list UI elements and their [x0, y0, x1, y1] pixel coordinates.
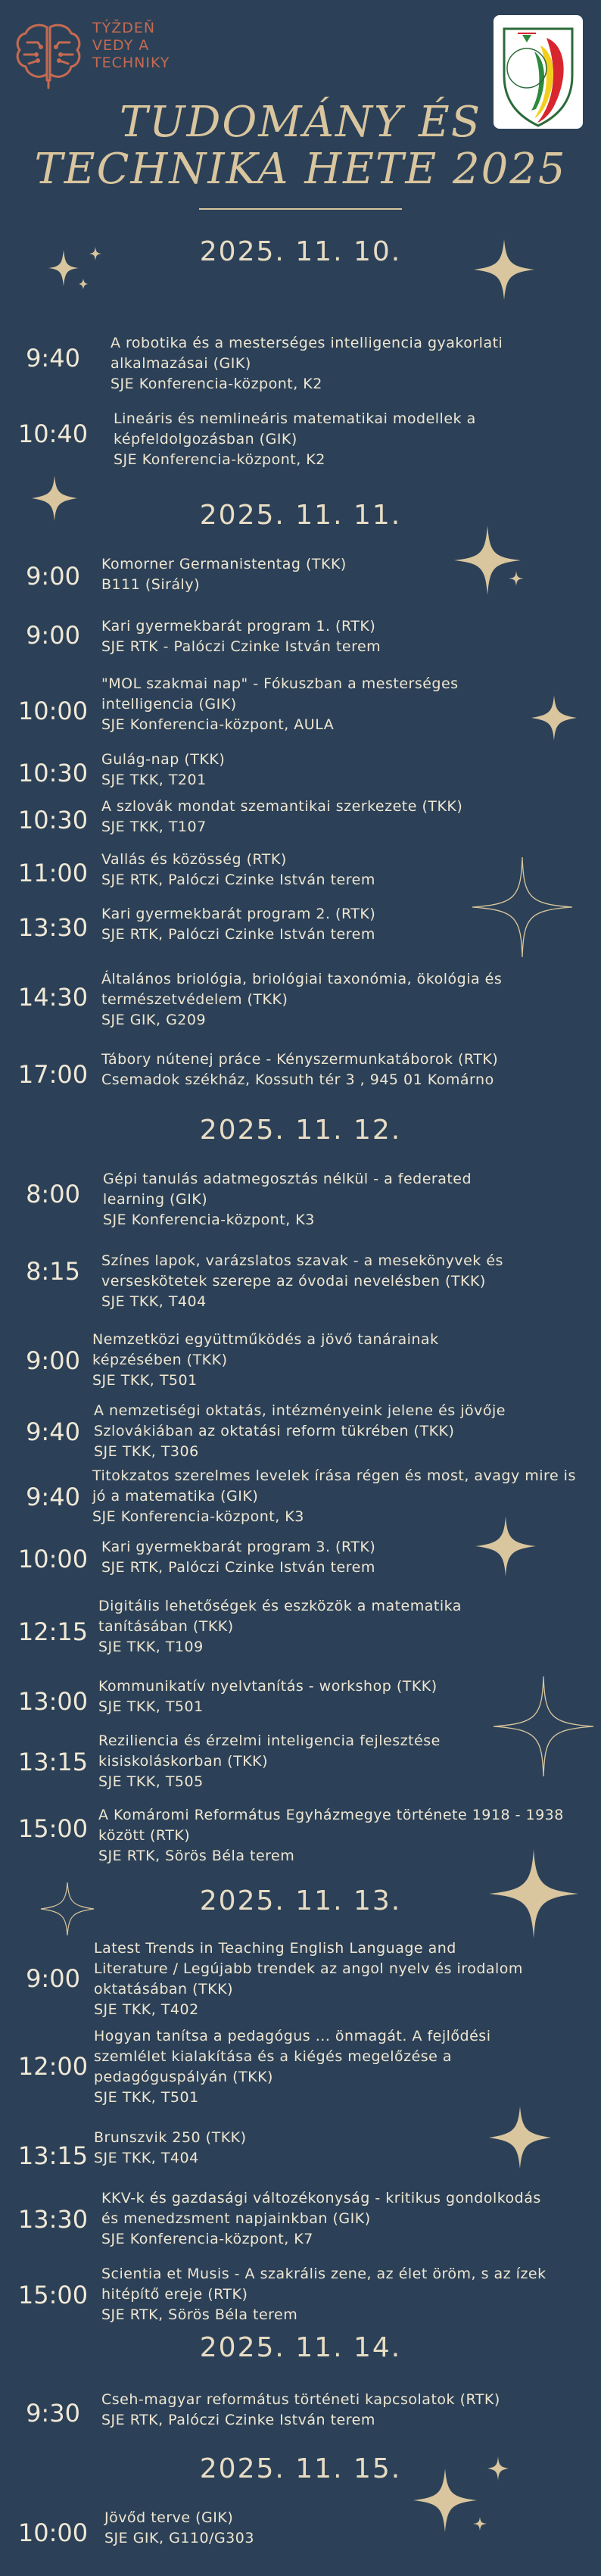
sparkle-star-icon — [471, 236, 537, 303]
event-title: Kari gyermekbarát program 1. (RTK) — [101, 618, 376, 635]
event-title: Általános briológia, briológiai taxonómia, ökológia és természetvédelem (TKK) — [101, 971, 503, 1008]
event-time: 13:15 — [17, 2141, 89, 2170]
brand-line-1: TÝŽDEŇ — [92, 20, 156, 36]
event-title: Gépi tanulás adatmegosztás nélkül - a federated learning (GIK) — [103, 1171, 472, 1208]
event-location: SJE TKK, T402 — [94, 2001, 199, 2018]
event-time: 9:40 — [26, 344, 80, 373]
event-time: 9:00 — [26, 621, 80, 650]
event-location: SJE Konferencia-központ, K3 — [92, 1508, 304, 1525]
event-time: 9:00 — [26, 1964, 80, 1993]
event-time: 13:30 — [17, 913, 89, 942]
event-title: Komorner Germanistentag (TKK) — [101, 556, 347, 572]
sparkle-star-icon — [474, 1514, 537, 1578]
event-location: SJE TKK, T404 — [101, 1293, 207, 1310]
sparkle-star-icon — [39, 1881, 95, 1937]
event-title: Cseh-magyar református történeti kapcsolatok (RTK) — [101, 2391, 500, 2408]
event-time: 10:30 — [17, 759, 89, 787]
event-location: SJE RTK - Palóczi Czinke István terem — [101, 638, 381, 655]
event-location: SJE TKK, T501 — [92, 1372, 198, 1389]
event-time: 10:00 — [17, 1545, 89, 1573]
event-location: SJE TKK, T306 — [94, 1443, 199, 1460]
event-title: Nemzetközi együttműködés a jövő tanárainak képzésében (TKK) — [92, 1331, 439, 1368]
event-location: SJE TKK, T107 — [101, 819, 207, 835]
event-time: 11:00 — [17, 859, 89, 887]
event-time: 12:00 — [17, 2052, 89, 2081]
event-time: 13:15 — [17, 1748, 89, 1776]
event-title: Kari gyermekbarát program 3. (RTK) — [101, 1539, 376, 1555]
sparkle-star-icon — [530, 694, 578, 742]
event-time: 15:00 — [17, 2281, 89, 2309]
brain-circuit-icon — [11, 17, 86, 92]
event-title: Titokzatos szerelmes levelek írása régen és most, avagy mire is jó a matematika (GIK) — [92, 1467, 576, 1505]
day-heading: 2025. 11. 11. — [199, 500, 402, 531]
event-location: Csemadok székház, Kossuth tér 3 , 945 01 Komárno — [101, 1071, 494, 1088]
event-time: 10:40 — [17, 419, 89, 448]
day-heading: 2025. 11. 10. — [199, 236, 402, 267]
event-location: SJE GIK, G110/G303 — [104, 2530, 254, 2546]
event-location: SJE TKK, T501 — [94, 2089, 199, 2106]
event-location: B111 (Sirály) — [101, 576, 200, 593]
event-title: A nemzetiségi oktatás, intézményeink jelene és jövője Szlovákiában az oktatási reform tükrében (TKK) — [94, 1402, 506, 1439]
event-location: SJE Konferencia-központ, K3 — [103, 1212, 315, 1228]
event-location: SJE RTK, Sörös Béla terem — [101, 2306, 298, 2323]
event-location: SJE TKK, T109 — [98, 1639, 204, 1655]
event-location: SJE TKK, T501 — [98, 1698, 204, 1715]
brand-line-3: TECHNIKY — [92, 55, 170, 71]
event-title: "MOL szakmai nap" - Fókuszban a mesterséges intelligencia (GIK) — [101, 675, 459, 713]
event-time: 10:00 — [17, 2518, 89, 2547]
event-time: 14:30 — [17, 983, 89, 1012]
day-heading: 2025. 11. 12. — [199, 1115, 402, 1146]
event-time: 17:00 — [17, 1060, 89, 1089]
sparkle-star-icon — [30, 474, 79, 522]
sparkle-star-icon — [41, 242, 109, 295]
event-title: Lineáris és nemlineáris matematikai modellek a képfeldolgozásban (GIK) — [114, 410, 476, 448]
event-title: KKV-k és gazdasági változékonyság - kritikus gondolkodás és menedzsment napjainkban (GIK) — [101, 2190, 541, 2227]
event-location: SJE TKK, T404 — [94, 2150, 199, 2166]
event-time: 13:30 — [17, 2205, 89, 2234]
event-time: 9:30 — [26, 2399, 80, 2428]
event-title: Brunszvik 250 (TKK) — [94, 2129, 247, 2146]
sparkle-star-icon — [471, 856, 574, 959]
event-location: SJE RTK, Sörös Béla terem — [98, 1848, 295, 1864]
event-time: 10:30 — [17, 806, 89, 834]
event-location: SJE GIK, G209 — [101, 1012, 207, 1028]
event-location: SJE TKK, T201 — [101, 772, 207, 788]
event-time: 15:00 — [17, 1814, 89, 1843]
event-time: 9:40 — [26, 1483, 80, 1511]
event-time: 8:15 — [26, 1257, 80, 1286]
event-location: SJE RTK, Palóczi Czinke István terem — [101, 926, 375, 943]
event-title: A szlovák mondat szemantikai szerkezete (TKK) — [101, 798, 463, 815]
event-location: SJE Konferencia-központ, K7 — [101, 2231, 313, 2247]
day-heading: 2025. 11. 13. — [199, 1885, 402, 1916]
event-time: 9:00 — [26, 562, 80, 591]
event-title: Digitális lehetőségek és eszközök a matematika tanításában (TKK) — [98, 1598, 462, 1635]
event-title: Jövőd terve (GIK) — [104, 2509, 234, 2526]
sparkle-star-icon — [492, 1675, 595, 1778]
event-time: 10:00 — [17, 697, 89, 725]
event-title: Vallás és közösség (RTK) — [101, 851, 287, 868]
event-location: SJE RTK, Palóczi Czinke István terem — [101, 2412, 375, 2428]
day-heading: 2025. 11. 14. — [199, 2332, 402, 2363]
event-time: 12:15 — [17, 1617, 89, 1646]
event-title: Reziliencia és érzelmi inteligencia fejlesztése kisiskoláskorban (TKK) — [98, 1732, 441, 1770]
title-divider — [199, 208, 402, 210]
sparkle-star-icon — [487, 1848, 580, 1940]
sparkle-star-icon — [409, 2453, 522, 2544]
event-time: 13:00 — [17, 1687, 89, 1716]
page-title-line-1: TUDOMÁNY ÉS — [119, 98, 482, 147]
event-location: SJE Konferencia-központ, K2 — [114, 451, 325, 468]
sparkle-star-icon — [486, 2104, 554, 2172]
event-title: Scientia et Musis - A szakrális zene, az élet öröm, s az ízek hitépítő ereje (RTK) — [101, 2266, 547, 2303]
event-title: A robotika és a mesterséges intelligencia gyakorlati alkalmazásai (GIK) — [111, 335, 503, 372]
event-location: SJE RTK, Palóczi Czinke István terem — [101, 872, 375, 888]
event-title: Latest Trends in Teaching English Language and Literature / Legújabb trendek az angol nyelv és irodalom oktatásában (TKK) — [94, 1940, 523, 1997]
event-time: 9:00 — [26, 1346, 80, 1375]
event-location: SJE Konferencia-központ, K2 — [111, 376, 322, 392]
event-time: 8:00 — [26, 1180, 80, 1208]
sparkle-star-icon — [451, 522, 534, 606]
event-title: Hogyan tanítsa a pedagógus ... önmagát. A fejlődési szemlélet kialakítása és a kiégés megelőzése a pedagóguspályán (TKK) — [94, 2028, 491, 2085]
event-location: SJE TKK, T505 — [98, 1773, 204, 1790]
day-heading: 2025. 11. 15. — [199, 2453, 402, 2484]
event-title: Tábory nútenej práce - Kényszermunkatáborok (RTK) — [101, 1051, 499, 1068]
header — [0, 0, 601, 194]
event-title: Gulág-nap (TKK) — [101, 751, 226, 768]
event-location: SJE RTK, Palóczi Czinke István terem — [101, 1559, 375, 1576]
brand-line-2: VEDY A — [92, 37, 150, 54]
event-title: Színes lapok, varázslatos szavak - a mesekönyvek és verseskötetek szerepe az óvodai nevelésben (TKK) — [101, 1252, 503, 1290]
page-title-line-2: TECHNIKA HETE 2025 — [34, 145, 567, 194]
brand-wordmark — [92, 20, 170, 72]
event-title: Kari gyermekbarát program 2. (RTK) — [101, 906, 376, 922]
event-location: SJE Konferencia-központ, AULA — [101, 716, 335, 733]
event-time: 9:40 — [26, 1417, 80, 1446]
event-title: A Komáromi Református Egyházmegye története 1918 - 1938 között (RTK) — [98, 1807, 564, 1844]
event-title: Kommunikatív nyelvtanítás - workshop (TKK) — [98, 1678, 438, 1695]
